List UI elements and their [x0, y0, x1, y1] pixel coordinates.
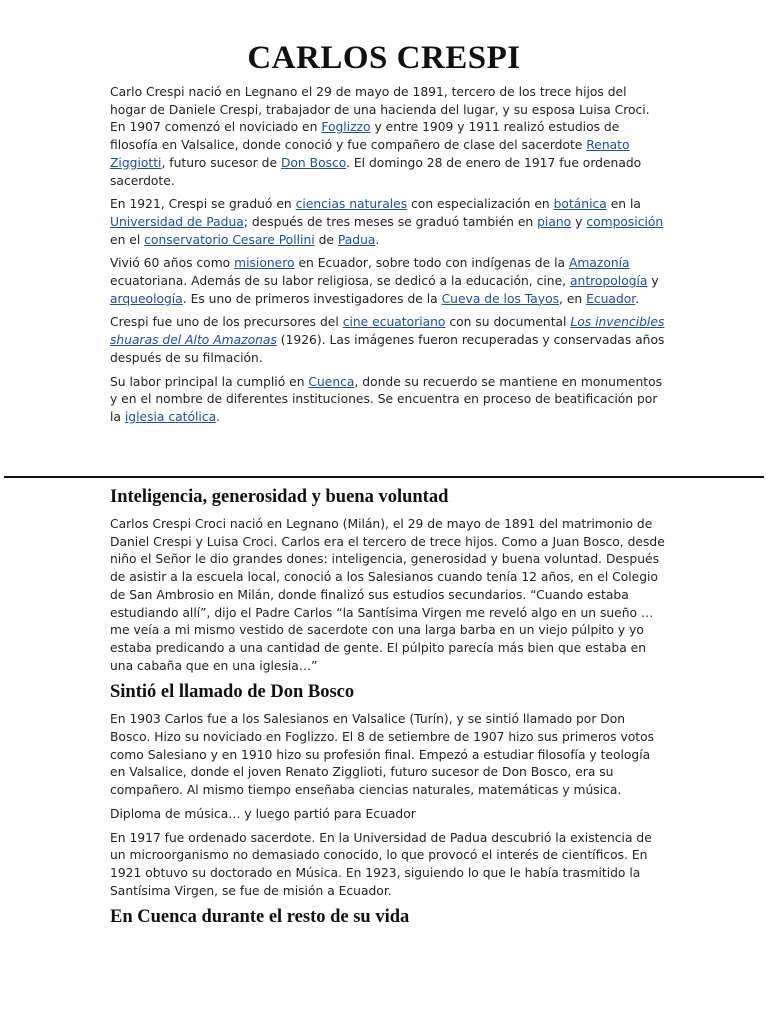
text-run: Vivió 60 años como [110, 256, 235, 271]
text-run: en Ecuador, sobre todo con indígenas de la [294, 256, 569, 271]
text-run: con su documental [445, 315, 571, 330]
text-run: y [647, 274, 659, 289]
text-run: en el [110, 232, 145, 247]
intro-paragraph [110, 374, 665, 427]
wiki-link[interactable]: conservatorio Cesare Pollini [144, 232, 315, 247]
wiki-link[interactable]: Cueva de los Tayos [441, 291, 560, 306]
section-heading: Sintió el llamado de Don Bosco [110, 682, 355, 703]
wiki-link[interactable]: ciencias naturales [295, 197, 408, 212]
article-paragraph: Diploma de música… y luego partió para Ecuador [110, 806, 416, 821]
text-run: en la [606, 197, 641, 212]
text-run: , donde su recuerdo se mantiene en monumentos y en el nombre de diferentes instituciones. Se encuentra en proceso de beatificación por la [110, 374, 663, 424]
wiki-link[interactable]: Padua [337, 232, 376, 247]
wiki-link[interactable]: Amazonía [568, 256, 630, 271]
intro-section [110, 84, 665, 433]
wiki-link[interactable]: cine ecuatoriano [342, 315, 446, 330]
wiki-link[interactable]: botánica [553, 197, 607, 212]
wiki-link[interactable]: Foglizzo [321, 120, 371, 135]
article-section [110, 486, 665, 936]
article-paragraph: En 1903 Carlos fue a los Salesianos en Valsalice (Turín), y se sintió llamado por Don Bosco. Hizo su noviciado en Foglizzo. El 8 de setiembre de 1907 hizo sus primeros votos como Salesiano y en 1910 hizo su profesión final. Empezó a estudiar filosofía y teología en Valsalice, donde el joven Renato Zigglioti, futuro sucesor de Don Bosco, era su compañero. Al mismo tiempo enseñaba ciencias naturales, matemáticas y música. [110, 712, 654, 798]
text-run: ecuatoriana. Además de su labor religiosa, se dedicó a la educación, cine, [110, 274, 570, 289]
section-divider [4, 476, 764, 478]
intro-paragraph [110, 84, 665, 190]
wiki-link[interactable]: Cuenca [308, 374, 355, 389]
section-heading: Inteligencia, generosidad y buena voluntad [110, 487, 449, 507]
wiki-link[interactable]: arqueología [110, 291, 183, 306]
text-run: . [375, 232, 380, 247]
wiki-link-title: Los invencibles shuaras del Alto Amazonas [110, 315, 665, 348]
text-run: , futuro sucesor de [161, 155, 281, 170]
intro-paragraph [110, 196, 665, 249]
text-run: ; después de tres meses se graduó también en [243, 214, 538, 229]
wiki-link[interactable]: iglesia católica [124, 409, 217, 424]
text-run: . [635, 291, 640, 306]
section-heading: En Cuenca durante el resto de su vida [110, 907, 410, 928]
text-run: Carlo Crespi nació en Legnano el 29 de mayo de 1891, tercero de los trece hijos del hogar de Daniele Crespi, trabajador de una hacienda del lugar, y su esposa Luisa Croci. En 1907 comenzó el noviciado en [110, 85, 650, 135]
text-run: , en [559, 291, 587, 306]
text-run: de [314, 232, 338, 247]
text-run: . [216, 409, 221, 424]
article-paragraph: Carlos Crespi Croci nació en Legnano (Milán), el 29 de mayo de 1891 del matrimonio de Daniel Crespi y Luisa Croci. Carlos era el tercero de trece hijos. Como a Juan Bosco, desde niño el Señor le dio grandes dones: inteligencia, generosidad y buena voluntad. Después de asistir a la escuela local, conoció a los Salesianos cuando tenía 12 años, en el Colegio de San Ambrosio en Milán, donde finalizó sus estudios secundarios. “Cuando estaba estudiando allí”, dijo el Padre Carlos “la Santísima Virgen me reveló algo en un sueño … me veía a mi mismo vestido de sacerdote con una larga barba en un viejo púlpito y yo estaba predicando a una cantidad de gente. El púlpito parecía más bien que estaba en una cabaña que en una iglesia…” [110, 517, 665, 673]
text-run: . El domingo 28 de enero de 1917 fue ordenado sacerdote. [110, 155, 642, 188]
text-run: Crespi fue uno de los precursores del [110, 315, 343, 330]
intro-paragraph [110, 314, 665, 367]
article-paragraph: En 1917 fue ordenado sacerdote. En la Universidad de Padua descubrió la existencia de un microorganismo no demasiado conocido, lo que provocó el interés de científicos. En 1921 obtuvo su doctorado en Música. En 1923, siguiendo lo que le había trasmitido la Santísima Virgen, se fue de misión a Ecuador. [110, 830, 652, 898]
text-run: y entre 1909 y 1911 realizó estudios de filosofía en Valsalice, donde conoció y fue compañero de clase del sacerdote [110, 120, 620, 153]
wiki-link[interactable]: piano [537, 214, 572, 229]
intro-paragraph [110, 255, 665, 308]
wiki-link[interactable]: misionero [234, 256, 295, 271]
wiki-link[interactable]: antropología [569, 274, 648, 289]
text-run: (1926). Las imágenes fueron recuperadas y conservadas años después de su filmación. [110, 333, 665, 365]
wiki-link[interactable]: Don Bosco [280, 155, 347, 170]
wiki-link[interactable]: composición [586, 214, 664, 229]
page-title: CARLOS CRESPI [247, 40, 521, 76]
text-run: con especialización en [407, 197, 554, 212]
text-run: y [571, 214, 587, 229]
wiki-link[interactable]: Ecuador [586, 291, 636, 306]
text-run: Su labor principal la cumplió en [110, 374, 309, 389]
text-run: En 1921, Crespi se graduó en [110, 197, 296, 212]
text-run: . Es uno de primeros investigadores de la [182, 291, 442, 306]
wiki-link[interactable]: Universidad de Padua [110, 214, 244, 229]
wiki-link[interactable]: Renato Ziggiotti [110, 138, 630, 170]
